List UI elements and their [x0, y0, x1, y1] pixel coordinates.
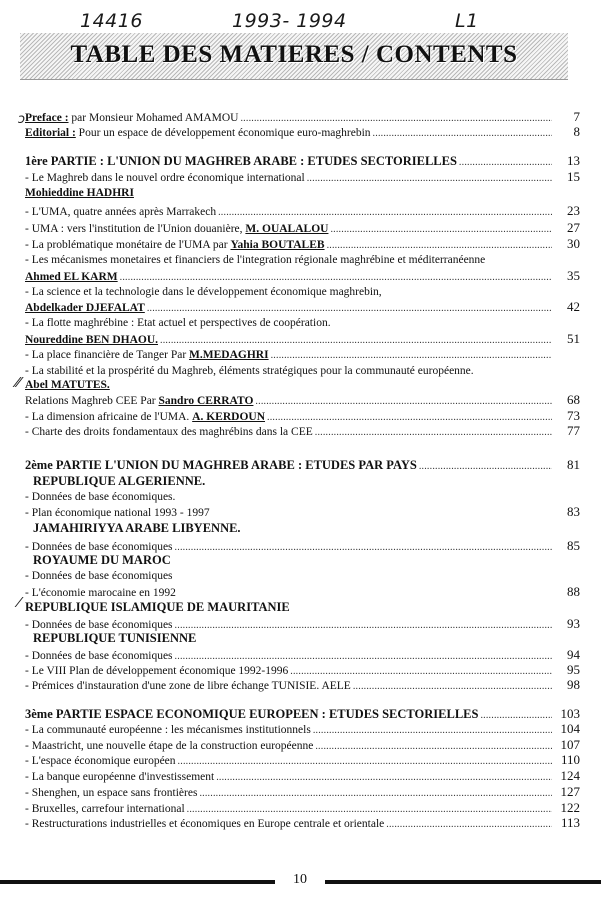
entry-text: - Le Maghreb dans le nouvel ordre économique international: [25, 172, 305, 184]
entry-page: 83: [567, 504, 580, 519]
part-2-title: 2ème PARTIE L'UNION DU MAGHREB ARABE : ETUDES PAR PAYS: [25, 458, 417, 472]
entry-page: 42: [567, 299, 580, 314]
entry-text: - La banque européenne d'investissement: [25, 771, 215, 783]
entry-text: - Les mécanismes monetaires et financiers de l'integration régionale maghrébine et méditerranéenne: [25, 254, 486, 266]
margin-mark-preface: ↄ: [18, 112, 26, 127]
toc-entry[interactable]: [25, 423, 580, 438]
entry-page: 110: [560, 752, 580, 767]
entry-page: 85: [567, 538, 580, 553]
footer-rule-left: [0, 880, 275, 884]
toc-author-line[interactable]: [25, 268, 580, 283]
entry-page: 122: [560, 800, 580, 815]
country-name: REPUBLIQUE TUNISIENNE: [33, 631, 197, 645]
entry-text: - La flotte maghrébine : Etat actuel et perspectives de coopération.: [25, 317, 331, 329]
toc-entry[interactable]: [25, 490, 580, 505]
toc-entry[interactable]: [25, 815, 580, 830]
entry-text: - Données de base économiques: [25, 619, 173, 631]
part-3-title: 3ème PARTIE ESPACE ECONOMIQUE EUROPEEN : ETUDES SECTORIELLES: [25, 707, 479, 721]
toc-entry[interactable]: [25, 768, 580, 783]
toc-entry[interactable]: [25, 253, 580, 268]
country-name: REPUBLIQUE ALGERIENNE.: [33, 474, 206, 488]
entry-text: - UMA : vers l'institution de l'Union douanière,: [25, 223, 246, 235]
author-name: Abdelkader DJEFALAT: [25, 302, 145, 314]
entry-page: 23: [567, 203, 580, 218]
toc-entry[interactable]: [25, 236, 580, 251]
preface-label: Preface :: [25, 112, 69, 124]
author-name: Mohieddine HADHRI: [25, 187, 134, 199]
part-3-page: 103: [560, 706, 580, 721]
toc-entry-preface[interactable]: [25, 109, 580, 124]
entry-page: 95: [567, 662, 580, 677]
toc-entry[interactable]: [25, 662, 580, 677]
entry-page: 68: [567, 392, 580, 407]
entry-page: 88: [567, 584, 580, 599]
toc-author-line[interactable]: [25, 299, 580, 314]
margin-mark-mauritanie: ⁄: [18, 596, 21, 611]
entry-text: - La stabilité et la prospérité du Maghreb, éléments stratégiques pour la communauté européenne.: [25, 365, 474, 377]
toc-country-heading: [25, 553, 580, 568]
editorial-label: Editorial :: [25, 127, 76, 139]
country-name: REPUBLIQUE ISLAMIQUE DE MAURITANIE: [25, 600, 290, 614]
toc-part-1[interactable]: [25, 153, 580, 168]
entry-page: 124: [560, 768, 580, 783]
toc-entry[interactable]: [25, 569, 580, 584]
author-name: M. OUALALOU: [245, 223, 329, 235]
toc-author-line: [25, 186, 580, 201]
entry-page: 30: [567, 236, 580, 251]
entry-text: - L'UMA, quatre années après Marrakech: [25, 206, 217, 218]
page-title: TABLE DES MATIERES / CONTENTS: [70, 41, 518, 68]
toc-entry[interactable]: [25, 800, 580, 815]
entry-text: - La dimension africaine de l'UMA.: [25, 411, 193, 423]
toc-entry[interactable]: [25, 364, 580, 379]
entry-text: Relations Maghreb CEE Par: [25, 395, 159, 407]
toc-entry[interactable]: [25, 203, 580, 218]
entry-text: - Charte des droits fondamentaux des maghrébins dans la CEE: [25, 426, 313, 438]
entry-page: 77: [567, 423, 580, 438]
editorial-page: 8: [573, 124, 580, 139]
toc-entry[interactable]: [25, 784, 580, 799]
toc-part-3[interactable]: [25, 706, 580, 721]
entry-page: 35: [567, 268, 580, 283]
footer-rule-right: [325, 880, 601, 884]
author-name: A. KERDOUN: [192, 411, 266, 423]
toc-author-line[interactable]: [25, 331, 580, 346]
author-name: Abel MATUTES.: [25, 379, 110, 391]
toc-entry[interactable]: [25, 721, 580, 736]
entry-text: - Prémices d'instauration d'une zone de libre échange TUNISIE. AELE: [25, 680, 351, 692]
entry-text: - Plan économique national 1993 - 1997: [25, 507, 210, 519]
entry-page: 93: [567, 616, 580, 631]
entry-page: 73: [567, 408, 580, 423]
toc-entry[interactable]: [25, 584, 580, 599]
table-of-contents: [25, 0, 580, 900]
entry-text: - La problématique monétaire de l'UMA par: [25, 239, 231, 251]
toc-entry[interactable]: [25, 752, 580, 767]
country-name: ROYAUME DU MAROC: [33, 553, 171, 567]
toc-part-2[interactable]: [25, 457, 580, 472]
part-1-title: 1ère PARTIE : L'UNION DU MAGHREB ARABE : ETUDES SECTORIELLES: [25, 154, 457, 168]
entry-page: 27: [567, 220, 580, 235]
entry-text: - Données de base économiques: [25, 570, 173, 582]
toc-entry[interactable]: [25, 737, 580, 752]
entry-text: - La communauté européenne : les mécanismes institutionnels: [25, 724, 311, 736]
toc-entry[interactable]: [25, 316, 580, 331]
entry-page: 107: [560, 737, 580, 752]
entry-page: 127: [560, 784, 580, 799]
entry-text: - Données de base économiques: [25, 541, 173, 553]
author-name: Sandro CERRATO: [158, 395, 254, 407]
toc-entry[interactable]: [25, 616, 580, 631]
country-name: JAMAHIRIYYA ARABE LIBYENNE.: [33, 521, 241, 535]
entry-text: - Le VIII Plan de développement économique 1992-1996: [25, 665, 289, 677]
toc-entry[interactable]: [25, 392, 580, 407]
margin-mark-matutes: ⁄⁄: [16, 376, 21, 391]
preface-page: 7: [573, 109, 580, 124]
entry-page: 113: [560, 815, 580, 830]
toc-country-heading: [25, 474, 580, 489]
author-name: M.MEDAGHRI: [189, 349, 269, 361]
entry-text: - Maastricht, une nouvelle étape de la construction européenne: [25, 740, 314, 752]
entry-text: - Restructurations industrielles et économiques en Europe centrale et orientale: [25, 818, 385, 830]
toc-entry[interactable]: [25, 538, 580, 553]
toc-country-heading: [25, 521, 580, 536]
entry-text: - La place financière de Tanger Par: [25, 349, 190, 361]
handwritten-years: 1993- 1994: [232, 10, 347, 32]
entry-page: 94: [567, 647, 580, 662]
toc-entry[interactable]: [25, 504, 580, 519]
toc-entry[interactable]: [25, 647, 580, 662]
entry-text: - Données de base économiques.: [25, 491, 176, 503]
handwritten-reference: 14416: [80, 10, 143, 32]
preface-text: par Monsieur Mohamed AMAMOU: [68, 112, 239, 124]
footer-page-number: 10: [293, 872, 307, 887]
entry-text: - L'économie marocaine en 1992: [25, 587, 176, 599]
entry-page: 98: [567, 677, 580, 692]
part-2-page: 81: [567, 457, 580, 472]
entry-text: - La science et la technologie dans le développement économique maghrebin,: [25, 286, 382, 298]
editorial-text: Pour un espace de développement économique euro-maghrebin: [75, 127, 371, 139]
toc-entry[interactable]: [25, 408, 580, 423]
toc-entry[interactable]: [25, 169, 580, 184]
author-name: Yahia BOUTALEB: [230, 239, 325, 251]
toc-entry[interactable]: [25, 220, 580, 235]
toc-entry[interactable]: [25, 348, 580, 363]
entry-page: 15: [567, 169, 580, 184]
entry-text: - Bruxelles, carrefour international: [25, 803, 185, 815]
toc-country-heading: [25, 600, 580, 615]
toc-entry[interactable]: [25, 285, 580, 300]
entry-page: 104: [560, 721, 580, 736]
entry-page: 51: [567, 331, 580, 346]
entry-text: - L'espace économique européen: [25, 755, 176, 767]
author-name: Ahmed EL KARM: [25, 271, 118, 283]
toc-author-line: [25, 378, 580, 393]
entry-text: - Shenghen, un espace sans frontières: [25, 787, 198, 799]
toc-entry[interactable]: [25, 677, 580, 692]
toc-country-heading: [25, 631, 580, 646]
handwritten-code: L1: [455, 10, 479, 32]
entry-text: - Données de base économiques: [25, 650, 173, 662]
author-name: Noureddine BEN DHAOU.: [25, 334, 159, 346]
toc-entry-editorial[interactable]: [25, 124, 580, 139]
part-1-page: 13: [567, 153, 580, 168]
